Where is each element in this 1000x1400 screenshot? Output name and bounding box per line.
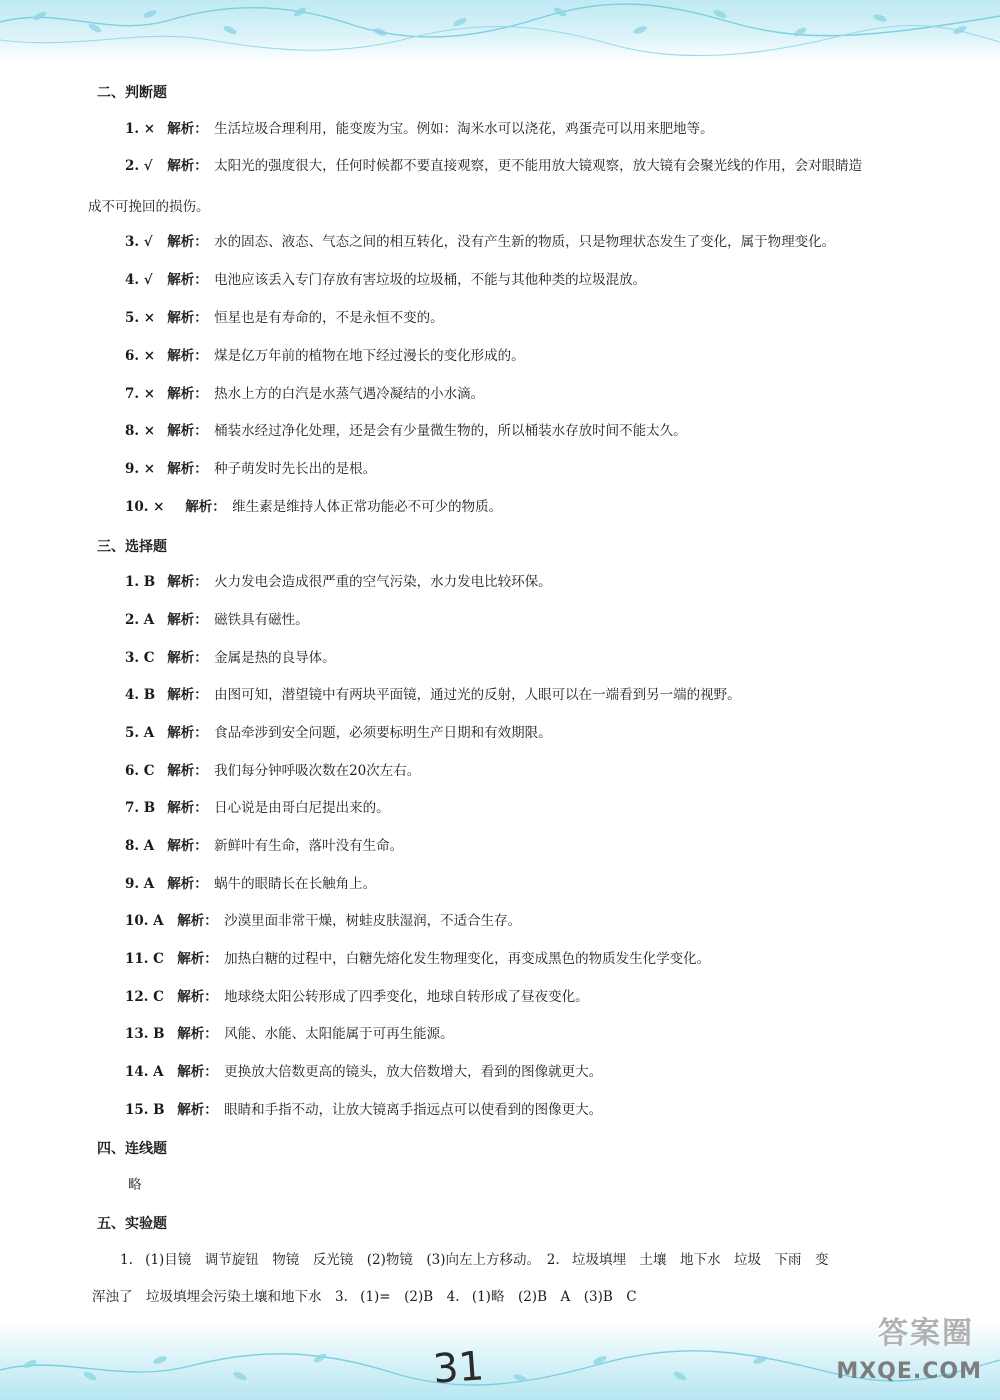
item-number: 9. A: [125, 876, 155, 892]
judge-item-2-continued: 成不可挽回的损伤。: [88, 199, 210, 215]
analysis-text: 太阳光的强度很大，任何时候都不要直接观察，更不能用放大镜观察，放大镜有会聚光线的作用，会对眼睛造: [214, 158, 863, 174]
section-title-choice: 三、选择题: [97, 539, 167, 555]
item-number: 2. A: [125, 612, 155, 628]
choice-item-7: [125, 799, 955, 818]
judge-item-5: [125, 309, 955, 328]
analysis-tag: 解析：: [185, 499, 226, 515]
choice-item-2: [125, 611, 955, 630]
choice-item-1: [125, 573, 955, 592]
item-number: 6. ×: [125, 348, 156, 364]
analysis-tag: 解析：: [167, 876, 208, 892]
watermark-url-text: MXQE.COM: [836, 1359, 982, 1384]
item-number: 3. √: [125, 234, 153, 250]
analysis-tag: 解析：: [167, 461, 208, 477]
analysis-tag: 解析：: [167, 234, 208, 250]
choice-item-3: [125, 649, 955, 668]
analysis-text: 电池应该丢入专门存放有害垃圾的垃圾桶，不能与其他种类的垃圾混放。: [214, 272, 647, 288]
watermark-logo: [836, 1314, 992, 1390]
analysis-text: 由图可知，潜望镜中有两块平面镜，通过光的反射，人眼可以在一端看到另一端的视野。: [214, 687, 741, 703]
judge-item-3: [125, 233, 955, 252]
analysis-text: 沙漠里面非常干燥，树蛙皮肤湿润，不适合生存。: [224, 913, 522, 929]
analysis-text: 加热白糖的过程中，白糖先熔化发生物理变化，再变成黑色的物质发生化学变化。: [224, 951, 711, 967]
analysis-tag: 解析：: [167, 423, 208, 439]
analysis-text: 日心说是由哥白尼提出来的。: [214, 800, 390, 816]
choice-item-15: [125, 1101, 955, 1120]
experiment-answer-line-2: 浑浊了 垃圾填埋会污染土壤和地下水 3. (1)= (2)B 4. (1)略 (2)B A (3)B C: [92, 1289, 637, 1305]
watermark-cn-text: 答案圈: [878, 1316, 974, 1351]
item-number: 4. B: [125, 687, 156, 703]
analysis-text: 风能、水能、太阳能属于可再生能源。: [224, 1026, 454, 1042]
item-number: 10. ×: [125, 499, 165, 515]
judge-item-2: [125, 157, 955, 176]
item-number: 8. A: [125, 838, 155, 854]
experiment-answer-line-1: 1. (1)目镜 调节旋钮 物镜 反光镜 (2)物镜 (3)向左上方移动。 2. 垃圾填埋 土壤 地下水 垃圾 下雨 变: [120, 1252, 829, 1268]
top-decorative-border: [0, 0, 1000, 62]
analysis-tag: 解析：: [167, 310, 208, 326]
analysis-tag: 解析：: [167, 158, 208, 174]
page-number: 31: [431, 1343, 486, 1393]
item-number: 5. ×: [125, 310, 156, 326]
analysis-tag: 解析：: [167, 574, 208, 590]
judge-item-7: [125, 385, 955, 404]
section-title-judge: 二、判断题: [97, 85, 167, 101]
item-number: 10. A: [125, 913, 164, 929]
item-number: 11. C: [125, 951, 164, 967]
judge-item-6: [125, 347, 955, 366]
analysis-text: 维生素是维持人体正常功能必不可少的物质。: [232, 499, 503, 515]
analysis-text: 金属是热的良导体。: [214, 650, 336, 666]
choice-item-6: [125, 762, 955, 781]
choice-item-4: [125, 686, 955, 705]
analysis-text: 眼睛和手指不动，让放大镜离手指远点可以使看到的图像更大。: [224, 1102, 603, 1118]
analysis-text: 热水上方的白汽是水蒸气遇冷凝结的小水滴。: [214, 386, 485, 402]
choice-item-8: [125, 837, 955, 856]
analysis-text: 煤是亿万年前的植物在地下经过漫长的变化形成的。: [214, 348, 525, 364]
judge-item-4: [125, 271, 955, 290]
judge-item-1: [125, 120, 955, 139]
choice-item-9: [125, 875, 955, 894]
item-number: 4. √: [125, 272, 153, 288]
analysis-text: 蜗牛的眼睛长在长触角上。: [214, 876, 377, 892]
choice-item-5: [125, 724, 955, 743]
analysis-tag: 解析：: [167, 725, 208, 741]
item-number: 13. B: [125, 1026, 165, 1042]
judge-item-9: [125, 460, 955, 479]
item-number: 2. √: [125, 158, 153, 174]
item-number: 15. B: [125, 1102, 165, 1118]
item-number: 1. B: [125, 574, 156, 590]
top-vine-ornament: [0, 0, 1000, 62]
analysis-tag: 解析：: [167, 348, 208, 364]
item-number: 7. B: [125, 800, 156, 816]
analysis-tag: 解析：: [177, 1026, 218, 1042]
section-title-experiment: 五、实验题: [97, 1216, 167, 1232]
item-number: 9. ×: [125, 461, 156, 477]
analysis-text: 恒星也是有寿命的，不是永恒不变的。: [214, 310, 444, 326]
choice-item-10: [125, 912, 955, 931]
choice-item-11: [125, 950, 955, 969]
item-number: 12. C: [125, 989, 164, 1005]
analysis-text: 磁铁具有磁性。: [214, 612, 309, 628]
analysis-tag: 解析：: [177, 913, 218, 929]
item-number: 14. A: [125, 1064, 164, 1080]
analysis-tag: 解析：: [177, 1064, 218, 1080]
analysis-tag: 解析：: [167, 763, 208, 779]
analysis-text: 新鲜叶有生命，落叶没有生命。: [214, 838, 404, 854]
item-number: 5. A: [125, 725, 155, 741]
analysis-text: 更换放大倍数更高的镜头，放大倍数增大，看到的图像就更大。: [224, 1064, 603, 1080]
analysis-tag: 解析：: [167, 687, 208, 703]
analysis-tag: 解析：: [177, 1102, 218, 1118]
judge-item-8: [125, 422, 955, 441]
item-number: 1. ×: [125, 121, 156, 137]
item-number: 8. ×: [125, 423, 156, 439]
analysis-tag: 解析：: [167, 612, 208, 628]
section-title-connect: 四、连线题: [97, 1141, 167, 1157]
analysis-tag: 解析：: [167, 800, 208, 816]
analysis-text: 地球绕太阳公转形成了四季变化，地球自转形成了昼夜变化。: [224, 989, 589, 1005]
choice-item-13: [125, 1025, 955, 1044]
analysis-text: 火力发电会造成很严重的空气污染，水力发电比较环保。: [214, 574, 552, 590]
judge-item-10: [125, 498, 955, 517]
choice-item-12: [125, 988, 955, 1007]
analysis-tag: 解析：: [167, 272, 208, 288]
analysis-tag: 解析：: [167, 838, 208, 854]
connect-answer: 略: [128, 1177, 142, 1193]
analysis-tag: 解析：: [177, 951, 218, 967]
analysis-text: 水的固态、液态、气态之间的相互转化，没有产生新的物质，只是物理状态发生了变化，属于物理变化。: [214, 234, 836, 250]
analysis-tag: 解析：: [167, 121, 208, 137]
analysis-text: 桶装水经过净化处理，还是会有少量微生物的，所以桶装水存放时间不能太久。: [214, 423, 687, 439]
choice-item-14: [125, 1063, 955, 1082]
analysis-text: 我们每分钟呼吸次数在20次左右。: [214, 763, 421, 779]
item-number: 7. ×: [125, 386, 156, 402]
analysis-text: 生活垃圾合理利用，能变废为宝。例如：淘米水可以浇花，鸡蛋壳可以用来肥地等。: [214, 121, 714, 137]
analysis-tag: 解析：: [177, 989, 218, 1005]
item-number: 3. C: [125, 650, 155, 666]
analysis-text: 种子萌发时先长出的是根。: [214, 461, 377, 477]
analysis-text: 食品牵涉到安全问题，必须要标明生产日期和有效期限。: [214, 725, 552, 741]
item-number: 6. C: [125, 763, 155, 779]
analysis-tag: 解析：: [167, 650, 208, 666]
analysis-tag: 解析：: [167, 386, 208, 402]
